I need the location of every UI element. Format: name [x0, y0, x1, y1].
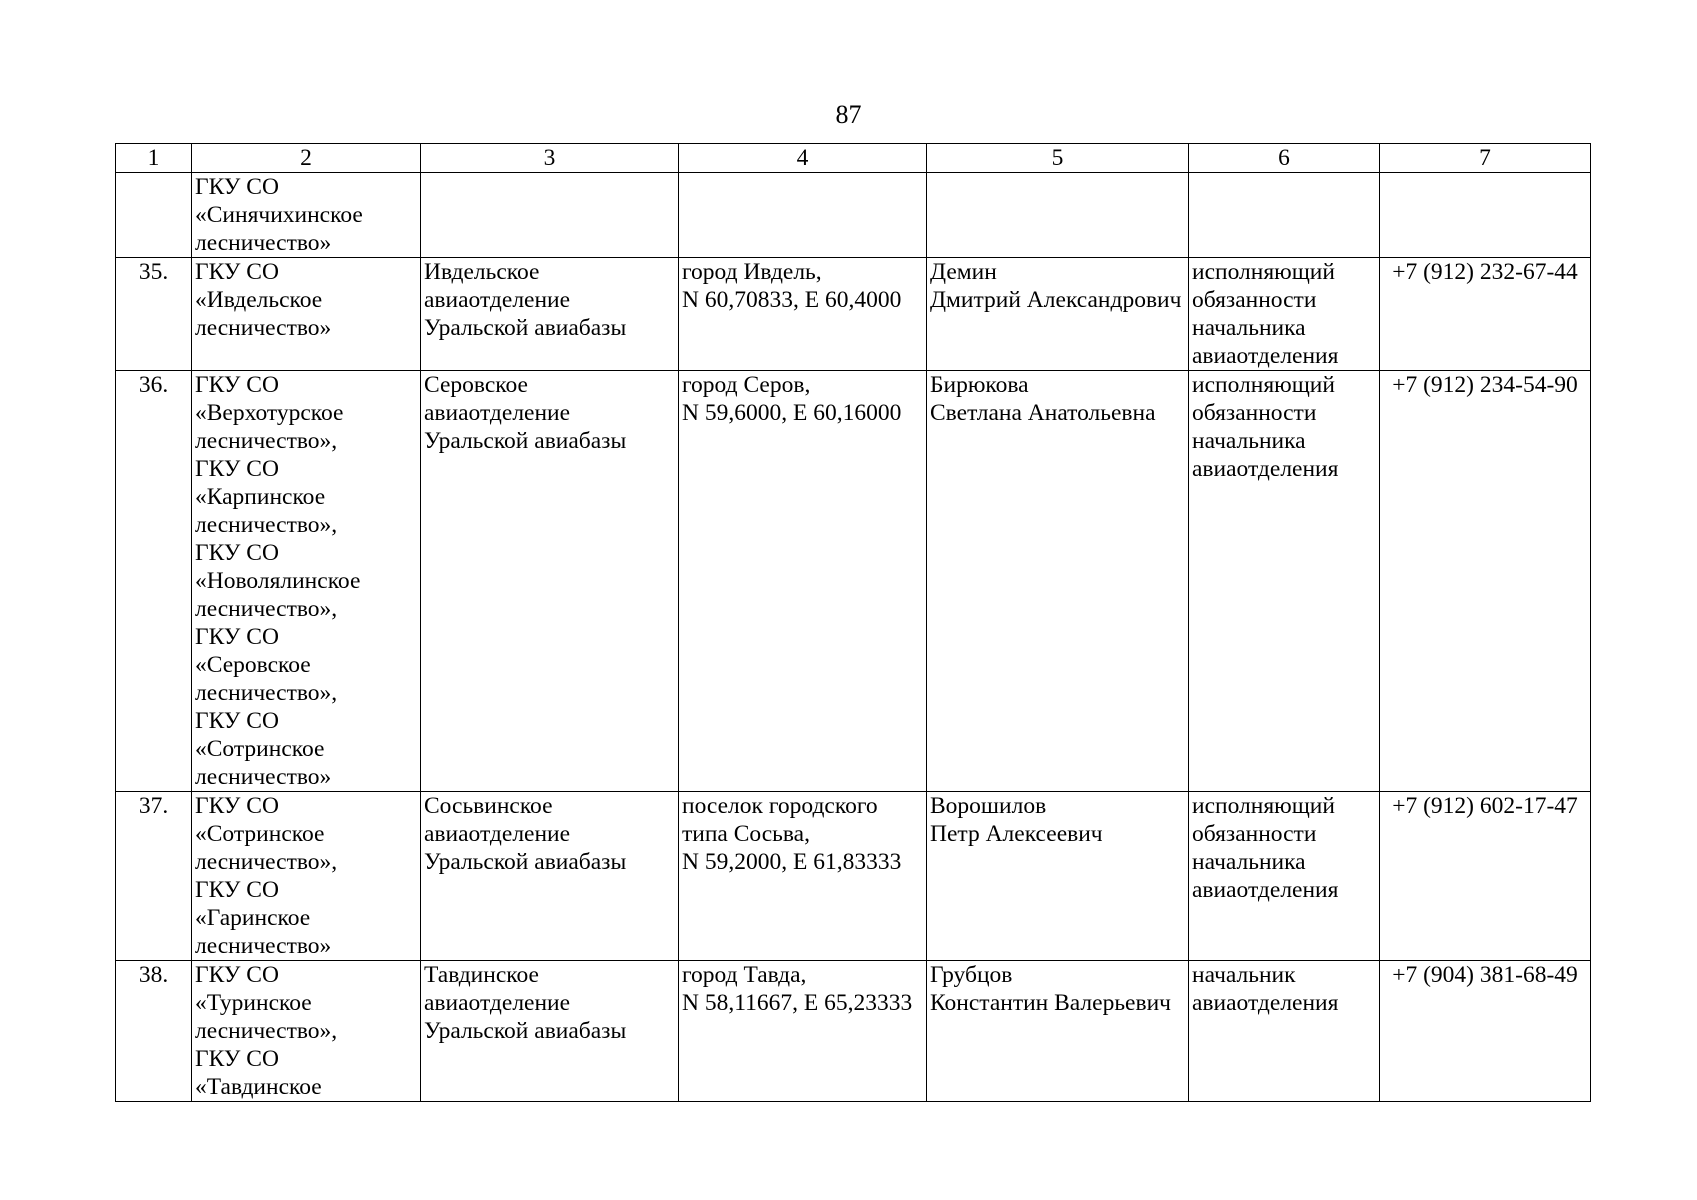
page-number: 87 — [835, 100, 862, 129]
cell-line: «Туринское — [195, 990, 312, 1016]
forestry-cell — [192, 792, 421, 961]
cell-line: начальник — [1192, 962, 1296, 988]
forestry-cell — [192, 371, 421, 792]
table-row — [116, 258, 1591, 371]
cell-line: город Тавда, — [682, 962, 807, 988]
cell-line: лесничество» — [195, 933, 332, 959]
forestry-cell — [192, 258, 421, 371]
cell-line: ГКУ СО — [195, 174, 279, 200]
cell-line: авиаотделения — [1192, 990, 1339, 1016]
table-row — [116, 173, 1591, 258]
cell-line: ГКУ СО — [195, 540, 279, 566]
cell-line: лесничество», — [195, 849, 338, 875]
row-number-cell: 35. — [116, 258, 192, 371]
column-header: 4 — [679, 144, 927, 173]
cell-line: «Серовское — [195, 652, 311, 678]
cell-line: ГКУ СО — [195, 1046, 279, 1072]
row-number-cell: 38. — [116, 961, 192, 1102]
position-cell — [1189, 792, 1380, 961]
table-body — [116, 173, 1591, 1102]
column-header: 7 — [1380, 144, 1591, 173]
table-row — [116, 792, 1591, 961]
column-header: 3 — [421, 144, 679, 173]
cell-line: ГКУ СО — [195, 456, 279, 482]
cell-line: лесничество», — [195, 596, 338, 622]
cell-line: лесничество», — [195, 428, 338, 454]
cell-line: «Синячихинское — [195, 202, 363, 228]
cell-line: лесничество», — [195, 680, 338, 706]
cell-line: авиаотделение — [424, 287, 571, 313]
cell-line: «Тавдинское — [195, 1074, 322, 1100]
cell-line: обязанности — [1192, 400, 1317, 426]
aviation-divisions-table — [115, 143, 1591, 1102]
location-cell — [679, 961, 927, 1102]
location-cell — [679, 173, 927, 258]
cell-line: лесничество», — [195, 512, 338, 538]
phone-cell: +7 (904) 381-68-49 — [1380, 961, 1591, 1102]
cell-line: исполняющий — [1192, 259, 1335, 285]
person-cell — [927, 792, 1189, 961]
location-cell — [679, 792, 927, 961]
cell-line: «Карпинское — [195, 484, 326, 510]
position-cell — [1189, 173, 1380, 258]
cell-line: Тавдинское — [424, 962, 539, 988]
cell-line: авиаотделение — [424, 821, 571, 847]
aviation-division-cell — [421, 173, 679, 258]
cell-line: N 59,2000, E 61,83333 — [682, 849, 902, 875]
cell-line: Грубцов — [930, 962, 1013, 988]
cell-line: начальника — [1192, 315, 1306, 341]
position-cell — [1189, 258, 1380, 371]
cell-line: Сосьвинское — [424, 793, 553, 819]
cell-line: ГКУ СО — [195, 793, 279, 819]
column-header: 5 — [927, 144, 1189, 173]
aviation-division-cell — [421, 258, 679, 371]
cell-line: обязанности — [1192, 287, 1317, 313]
aviation-division-cell — [421, 792, 679, 961]
cell-line: Ворошилов — [930, 793, 1047, 819]
cell-line: N 60,70833, E 60,4000 — [682, 287, 902, 313]
column-header: 2 — [192, 144, 421, 173]
cell-line: ГКУ СО — [195, 962, 279, 988]
cell-line: Уральской авиабазы — [424, 428, 627, 454]
cell-line: лесничество» — [195, 230, 332, 256]
forestry-cell — [192, 173, 421, 258]
cell-line: начальника — [1192, 849, 1306, 875]
cell-line: «Ивдельское — [195, 287, 323, 313]
cell-line: ГКУ СО — [195, 624, 279, 650]
column-number-row — [116, 144, 1591, 173]
cell-line: Уральской авиабазы — [424, 849, 627, 875]
row-number-cell — [116, 173, 192, 258]
cell-line: N 59,6000, E 60,16000 — [682, 400, 902, 426]
cell-line: Петр Алексеевич — [930, 821, 1103, 847]
cell-line: лесничество» — [195, 315, 332, 341]
phone-cell: +7 (912) 602-17-47 — [1380, 792, 1591, 961]
phone-cell — [1380, 173, 1591, 258]
cell-line: лесничество», — [195, 1018, 338, 1044]
cell-line: город Серов, — [682, 372, 811, 398]
cell-line: исполняющий — [1192, 372, 1335, 398]
cell-line: Уральской авиабазы — [424, 315, 627, 341]
row-number-cell: 36. — [116, 371, 192, 792]
phone-cell: +7 (912) 232-67-44 — [1380, 258, 1591, 371]
cell-line: N 58,11667, E 65,23333 — [682, 990, 913, 1016]
aviation-division-cell — [421, 371, 679, 792]
row-number-cell: 37. — [116, 792, 192, 961]
cell-line: город Ивдель, — [682, 259, 822, 285]
table-row — [116, 961, 1591, 1102]
cell-line: «Верхотурское — [195, 400, 344, 426]
location-cell — [679, 258, 927, 371]
cell-line: ГКУ СО — [195, 372, 279, 398]
cell-line: «Сотринское — [195, 736, 325, 762]
column-header: 6 — [1189, 144, 1380, 173]
cell-line: авиаотделения — [1192, 456, 1339, 482]
position-cell — [1189, 961, 1380, 1102]
cell-line: Дмитрий Александрович — [930, 287, 1182, 313]
table-row — [116, 371, 1591, 792]
position-cell — [1189, 371, 1380, 792]
cell-line: авиаотделения — [1192, 877, 1339, 903]
person-cell — [927, 961, 1189, 1102]
forestry-cell — [192, 961, 421, 1102]
cell-line: Константин Валерьевич — [930, 990, 1171, 1016]
cell-line: лесничество» — [195, 764, 332, 790]
location-cell — [679, 371, 927, 792]
person-cell — [927, 371, 1189, 792]
person-cell — [927, 173, 1189, 258]
cell-line: начальника — [1192, 428, 1306, 454]
cell-line: обязанности — [1192, 821, 1317, 847]
aviation-division-cell — [421, 961, 679, 1102]
cell-line: Уральской авиабазы — [424, 1018, 627, 1044]
cell-line: «Сотринское — [195, 821, 325, 847]
cell-line: Светлана Анатольевна — [930, 400, 1156, 426]
cell-line: ГКУ СО — [195, 708, 279, 734]
cell-line: «Гаринское — [195, 905, 311, 931]
cell-line: исполняющий — [1192, 793, 1335, 819]
cell-line: «Новолялинское — [195, 568, 361, 594]
cell-line: авиаотделение — [424, 400, 571, 426]
cell-line: ГКУ СО — [195, 877, 279, 903]
cell-line: Ивдельское — [424, 259, 540, 285]
phone-cell: +7 (912) 234-54-90 — [1380, 371, 1591, 792]
cell-line: поселок городского — [682, 793, 878, 819]
cell-line: типа Сосьва, — [682, 821, 810, 847]
cell-line: ГКУ СО — [195, 259, 279, 285]
cell-line: Демин — [930, 259, 997, 285]
column-header: 1 — [116, 144, 192, 173]
cell-line: авиаотделения — [1192, 343, 1339, 369]
cell-line: Серовское — [424, 372, 528, 398]
cell-line: авиаотделение — [424, 990, 571, 1016]
person-cell — [927, 258, 1189, 371]
cell-line: Бирюкова — [930, 372, 1029, 398]
